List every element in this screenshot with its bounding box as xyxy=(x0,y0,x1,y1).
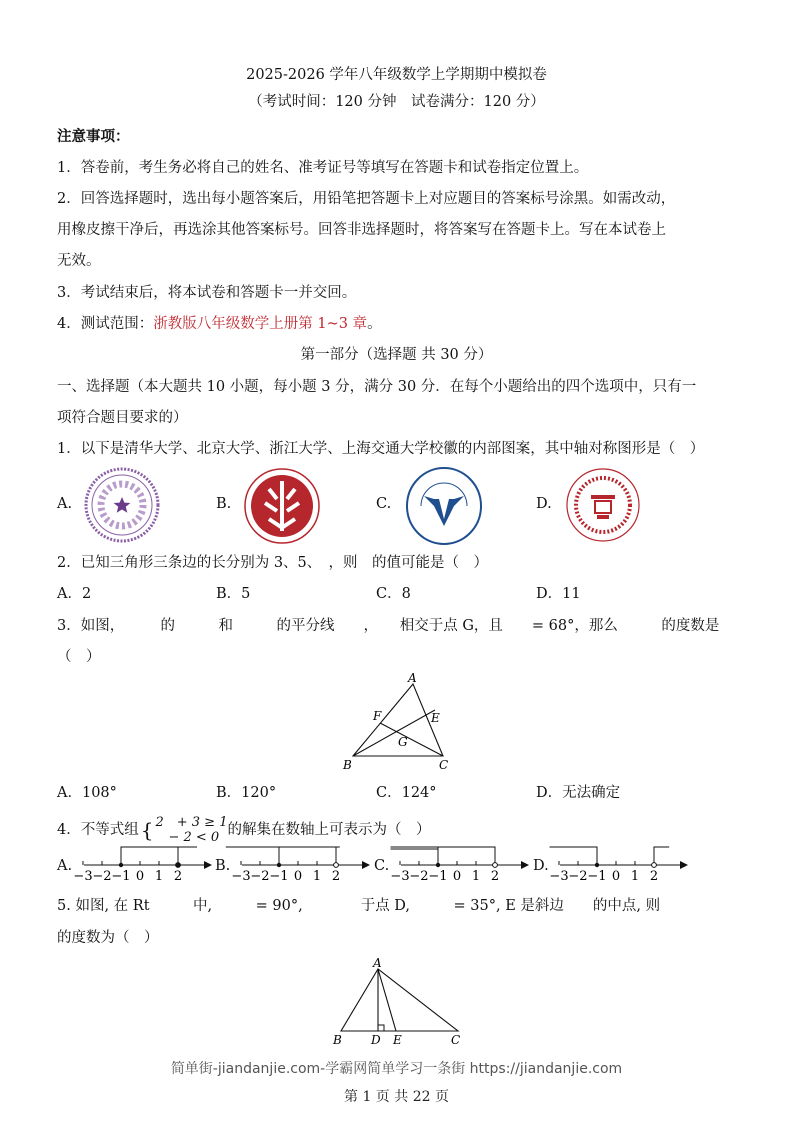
question-5-stem-cont: 的度数为（ ） xyxy=(57,930,159,946)
watermark: 简单街-jiandanjie.com-学霸网简单学习一条街 https://jiandanjie.com xyxy=(170,1061,623,1077)
tick-label: 2 xyxy=(649,869,659,884)
tick-label: −2 xyxy=(92,869,112,884)
notice-item: 无效。 xyxy=(57,253,101,269)
tick-label: 2 xyxy=(490,869,500,884)
tick-label: 1 xyxy=(471,869,481,884)
q3-option-a[interactable]: A．108° xyxy=(57,785,117,801)
q2-option-d[interactable]: D．11 xyxy=(536,586,581,602)
label-f: F xyxy=(373,709,382,723)
tick-label: −3 xyxy=(390,869,410,884)
q4-stem-pre: 4．不等式组 xyxy=(57,822,139,838)
tick-label: 2 xyxy=(173,869,183,884)
q5-triangle-figure xyxy=(325,955,475,1047)
q4-stem-post: 的解集在数轴上可表示为（ ） xyxy=(227,822,431,838)
tick-label: 0 xyxy=(293,869,303,884)
q1-option-b[interactable]: B. xyxy=(216,496,232,512)
page-number: 第 1 页 共 22 页 xyxy=(344,1089,449,1105)
q2-option-b[interactable]: B．5 xyxy=(216,586,251,602)
q1-option-d[interactable]: D. xyxy=(536,496,552,512)
sjtu-logo xyxy=(565,467,641,543)
scope-end: 。 xyxy=(367,316,382,332)
label-a: A xyxy=(373,956,382,970)
tick-label: −2 xyxy=(409,869,429,884)
section-intro: 一、选择题（本大题共 10 小题，每小题 3 分，满分 30 分．在每个小题给出的四个选项中，只有一 xyxy=(57,379,697,395)
tick-label: 0 xyxy=(452,869,462,884)
number-line xyxy=(231,840,370,885)
tick-label: −1 xyxy=(587,869,607,884)
q2-option-c[interactable]: C．8 xyxy=(376,586,411,602)
label-b: B xyxy=(343,758,352,772)
q4-option-a[interactable]: A. xyxy=(57,858,73,874)
q2-option-a[interactable]: A．2 xyxy=(57,586,92,602)
notice-item: 3．考试结束后，将本试卷和答题卡一并交回。 xyxy=(57,285,357,301)
question-5-stem: 5. 如图, 在 Rt 中, = 90°, 于点 D, = 35°, E 是斜边 的中点, 则 xyxy=(57,898,661,914)
q4-option-d[interactable]: D. xyxy=(533,858,549,874)
tick-label: 0 xyxy=(135,869,145,884)
question-3-stem-cont: （ ） xyxy=(57,649,101,665)
number-line xyxy=(73,840,212,885)
label-d: D xyxy=(371,1033,381,1047)
page-subtitle: （考试时间：120 分钟 试卷满分：120 分） xyxy=(248,94,545,110)
tick-label: −1 xyxy=(111,869,131,884)
label-e: E xyxy=(393,1033,402,1047)
tick-label: 1 xyxy=(312,869,322,884)
tick-label: 2 xyxy=(331,869,341,884)
notice-item: 1．答卷前，考生务必将自己的姓名、准考证号等填写在答题卡和试卷指定位置上。 xyxy=(57,160,589,176)
tick-label: −3 xyxy=(549,869,569,884)
scope-label: 4．测试范围： xyxy=(57,316,154,332)
q4-option-b[interactable]: B. xyxy=(215,858,231,874)
brace: { xyxy=(140,818,154,842)
question-2-stem: 2．已知三角形三条边的长分别为 3、5、 ，则 的值可能是（ ） xyxy=(57,555,489,571)
label-e: E xyxy=(431,711,440,725)
tick-label: 0 xyxy=(611,869,621,884)
notice-heading: 注意事项： xyxy=(57,128,130,145)
notice-scope xyxy=(57,312,382,333)
tick-label: −1 xyxy=(428,869,448,884)
part-title: 第一部分（选择题 共 30 分） xyxy=(300,347,493,363)
question-1-stem: 1．以下是清华大学、北京大学、浙江大学、上海交通大学校徽的内部图案，其中轴对称图形是（ ） xyxy=(57,441,705,457)
scope-value: 浙教版八年级数学上册第 1~3 章 xyxy=(153,316,368,332)
tick-label: −2 xyxy=(250,869,270,884)
label-c: C xyxy=(451,1033,461,1047)
q3-option-b[interactable]: B．120° xyxy=(216,785,277,801)
label-c: C xyxy=(439,758,449,772)
tick-label: −1 xyxy=(269,869,289,884)
notice-item: 2．回答选择题时，选出每小题答案后，用铅笔把答题卡上对应题目的答案标号涂黑。如需改动， xyxy=(57,191,676,207)
inequality-2: − 2 < 0 xyxy=(155,830,220,845)
inequality-1: 2 + 3 ≥ 1 xyxy=(155,815,228,830)
label-a: A xyxy=(408,671,417,685)
label-g: G xyxy=(398,735,408,749)
number-line xyxy=(390,840,529,885)
section-intro: 项符合题目要求的） xyxy=(57,410,188,426)
label-b: B xyxy=(333,1033,342,1047)
q1-option-c[interactable]: C. xyxy=(376,496,392,512)
q3-option-d[interactable]: D．无法确定 xyxy=(536,785,621,801)
q3-option-c[interactable]: C．124° xyxy=(376,785,437,801)
tick-label: −3 xyxy=(73,869,93,884)
tsinghua-logo xyxy=(84,467,160,543)
tick-label: 1 xyxy=(154,869,164,884)
tick-label: −2 xyxy=(568,869,588,884)
number-line xyxy=(549,840,688,885)
peking-logo xyxy=(243,467,321,545)
page-title: 2025-2026 学年八年级数学上学期期中模拟卷 xyxy=(246,67,547,83)
q1-option-a[interactable]: A. xyxy=(57,496,73,512)
zhejiang-logo xyxy=(405,466,483,546)
notice-item: 用橡皮擦干净后，再选涂其他答案标号。回答非选择题时，将答案写在答题卡上。写在本试卷上 xyxy=(57,222,666,238)
tick-label: 1 xyxy=(630,869,640,884)
q4-option-c[interactable]: C. xyxy=(374,858,390,874)
question-3-stem: 3．如图， 的 和 的平分线 ， 相交于点 G，且 = 68°，那么 的度数是 xyxy=(57,618,720,634)
tick-label: −3 xyxy=(231,869,251,884)
q3-triangle-figure xyxy=(335,670,465,775)
